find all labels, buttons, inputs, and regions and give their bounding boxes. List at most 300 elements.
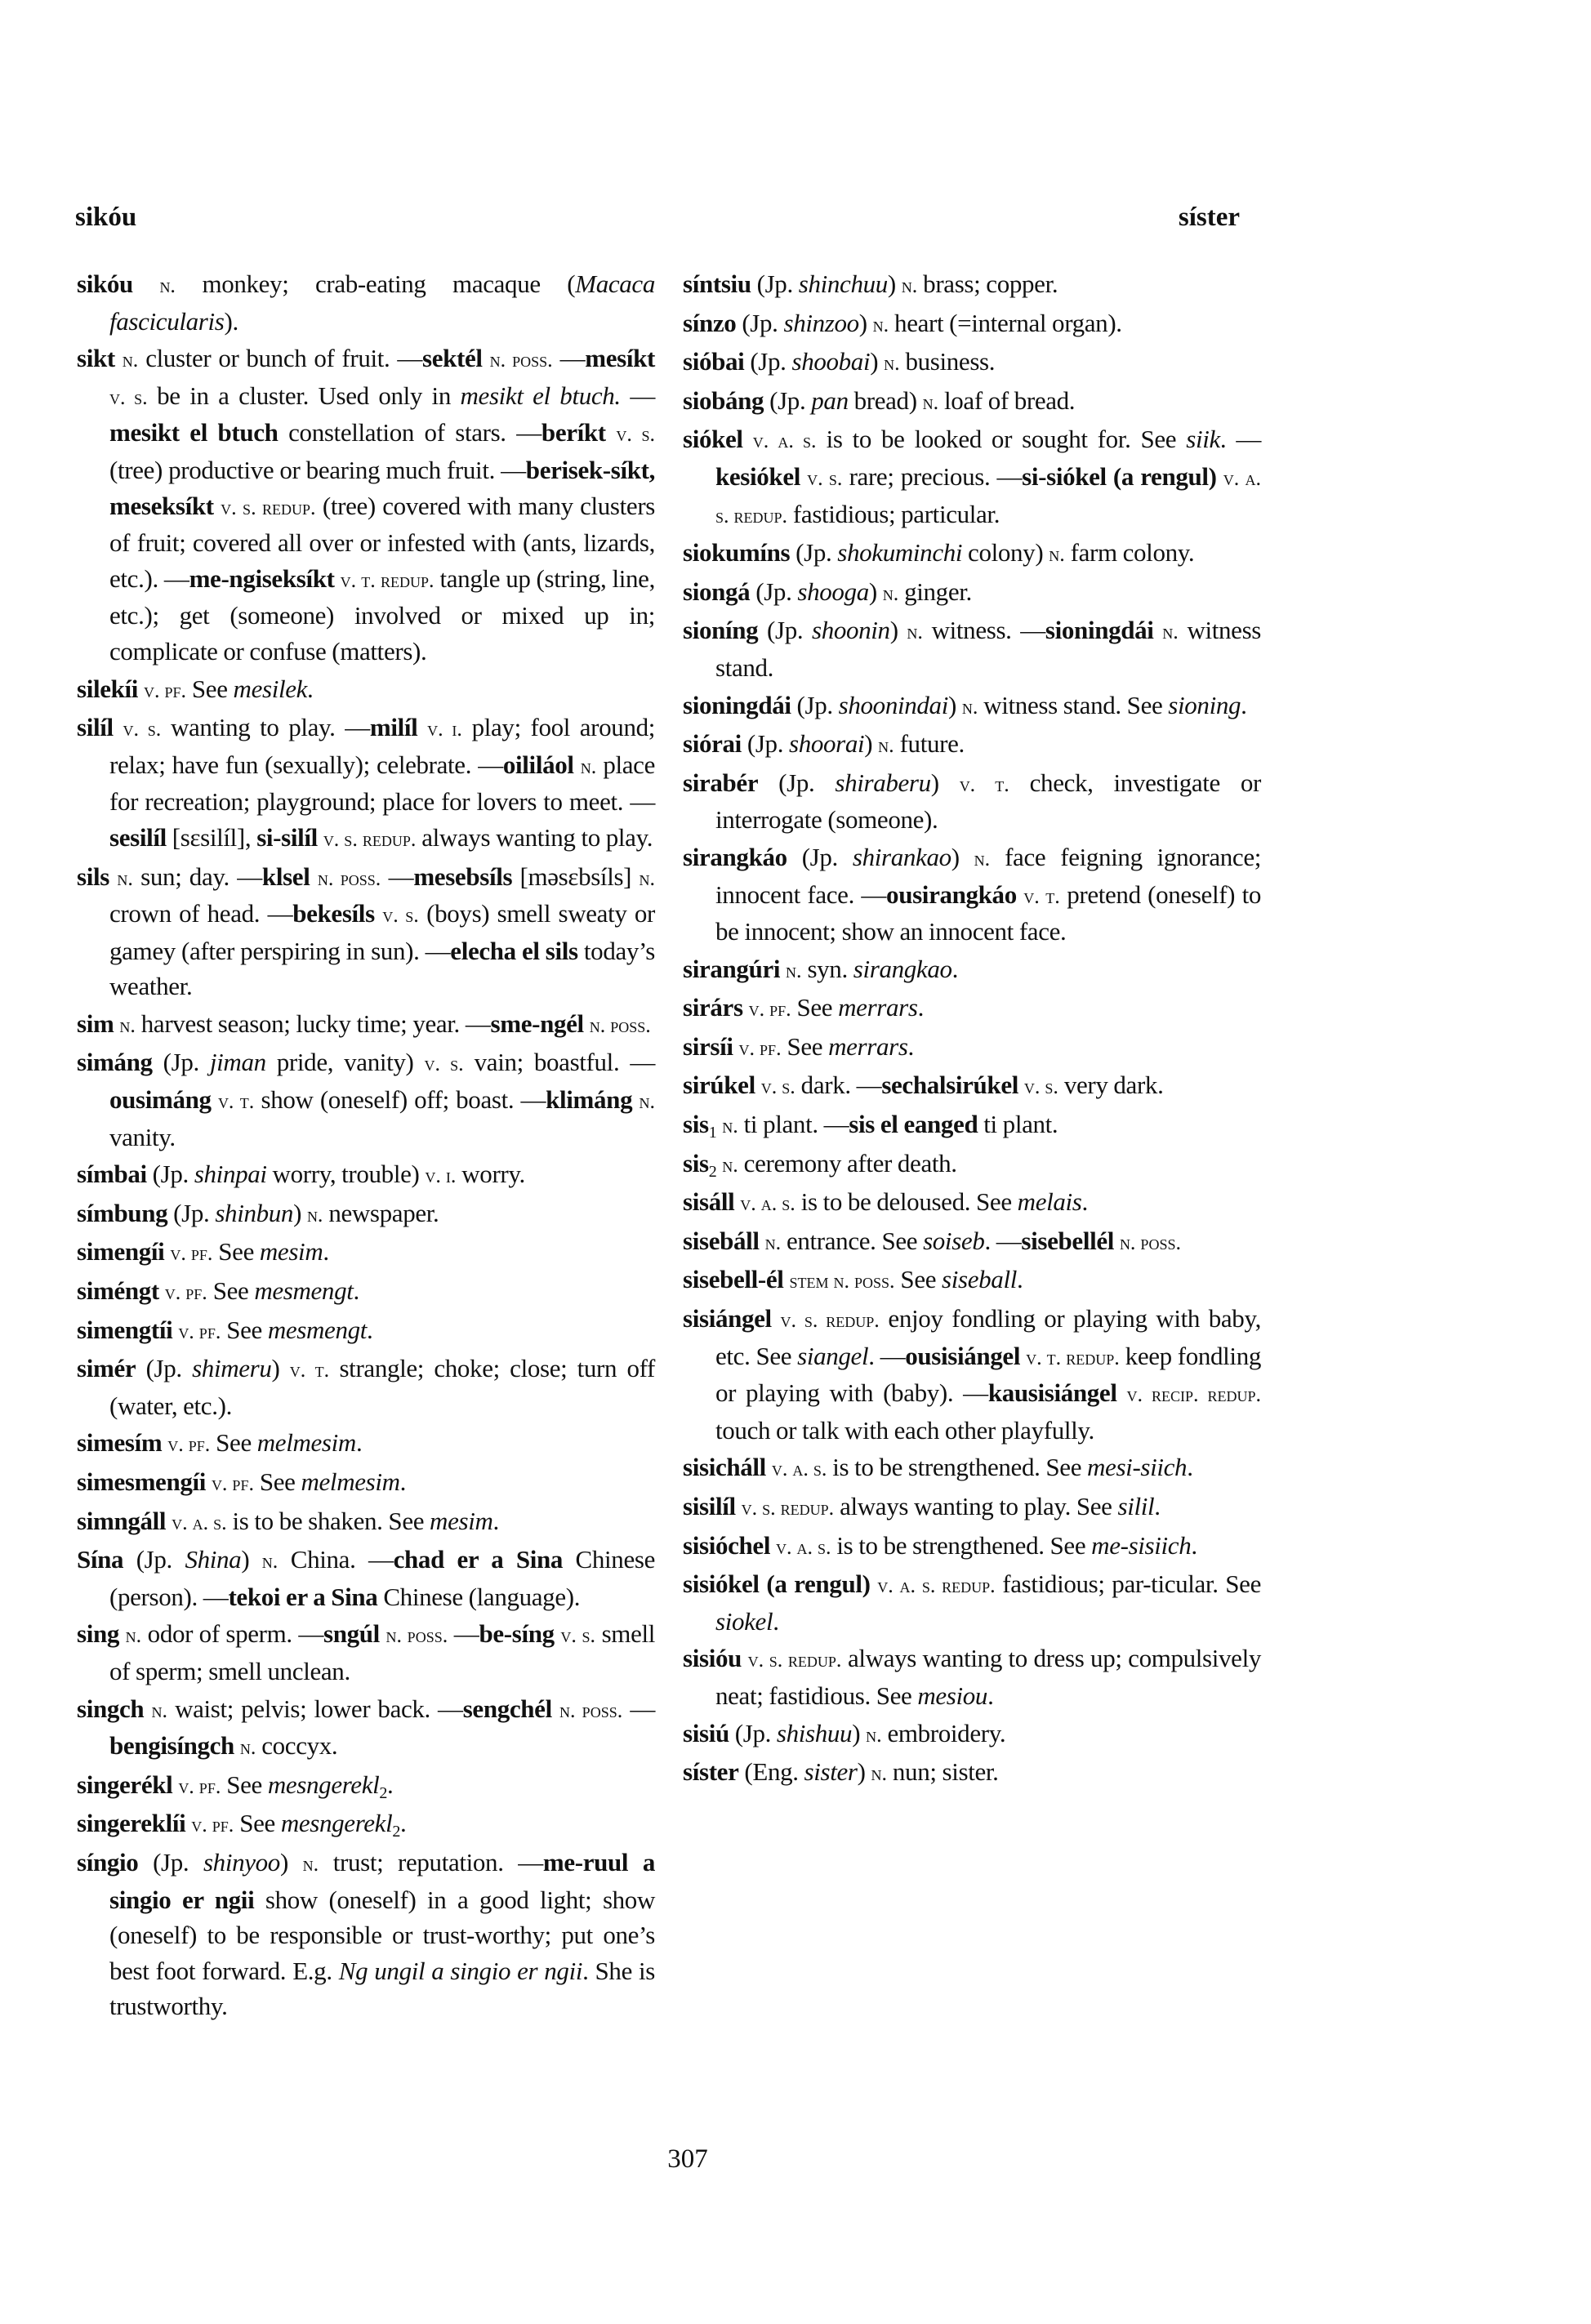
headword: singch xyxy=(77,1694,145,1723)
cross-reference: shimeru xyxy=(192,1354,272,1383)
definition-text: . She is trustworthy. xyxy=(109,1956,655,2021)
definition-text: loaf of bread. xyxy=(938,385,1076,415)
definition-text: waist; pelvis; lower back. — xyxy=(167,1694,463,1723)
dictionary-entry xyxy=(77,1616,655,1689)
part-of-speech: n. xyxy=(922,390,939,414)
definition-text: fastidious; par-ticular. See xyxy=(995,1569,1261,1599)
part-of-speech: v. a. s. redup. xyxy=(715,465,1262,528)
definition-text: ceremony after death. xyxy=(738,1148,957,1178)
part-of-speech: n. xyxy=(722,1152,738,1177)
cross-reference: merrars xyxy=(838,993,918,1022)
definition-text: See xyxy=(221,1315,268,1344)
dictionary-entry xyxy=(683,1528,1261,1565)
definition-text: ) xyxy=(864,729,879,759)
definition-text: show (oneself) in a good light; show (oneself) to be responsible or trust-worthy; put one’s best foot forward. E.g. xyxy=(109,1885,655,1985)
subentry-headword: ousirangkáo xyxy=(886,879,1017,909)
dictionary-entry xyxy=(77,341,655,669)
headword: siokumíns xyxy=(683,538,791,568)
definition-text: worry, trouble) xyxy=(266,1160,426,1189)
definition-text xyxy=(483,344,490,372)
headword: singerékl xyxy=(77,1770,173,1799)
definition-text: touch or talk with each other playfully. xyxy=(715,1415,1094,1445)
headword: sisilíl xyxy=(683,1492,736,1520)
definition-text xyxy=(375,899,382,928)
definition-text: (Jp. xyxy=(167,1198,216,1227)
dictionary-entry xyxy=(683,612,1261,685)
dictionary-entry xyxy=(683,688,1261,725)
definition-text: worry. xyxy=(456,1160,525,1189)
definition-text: (Jp. xyxy=(138,1847,203,1877)
definition-text: . xyxy=(1154,1492,1161,1520)
definition-text: harvest season; lucky time; year. — xyxy=(135,1008,491,1038)
part-of-speech: v. pf. xyxy=(738,1035,782,1060)
definition-text xyxy=(755,1071,761,1099)
part-of-speech: n. poss. xyxy=(589,1013,651,1037)
headword: síngio xyxy=(77,1847,139,1877)
part-of-speech: v. pf. xyxy=(178,1774,221,1798)
definition-text: [məsɛbsíls] xyxy=(512,861,640,891)
part-of-speech: n. xyxy=(639,866,655,890)
definition-text xyxy=(733,1032,739,1061)
definition-text xyxy=(1117,1378,1127,1407)
definition-text: (Jp. xyxy=(736,308,784,337)
definition-text: is to be shaken. See xyxy=(226,1506,430,1535)
definition-text: — xyxy=(552,344,586,373)
part-of-speech: v. s. xyxy=(382,903,419,928)
headword: sikt xyxy=(77,344,115,373)
definition-text: . xyxy=(492,1506,499,1535)
running-head-left: sikóu xyxy=(75,203,137,232)
headword: sirangúri xyxy=(683,954,781,983)
definition-text: [sɛsilíl], xyxy=(166,822,257,852)
headword: sisiókel (a rengul) xyxy=(683,1569,871,1599)
definition-text: . xyxy=(367,1315,373,1344)
definition-text: place for recreation; playground; place for lovers to meet. — xyxy=(109,750,655,817)
definition-text xyxy=(800,462,807,491)
definition-text: fastidious; particular. xyxy=(787,499,1001,528)
headword: sínzo xyxy=(683,308,737,337)
subentry-headword: sngúl xyxy=(323,1619,380,1649)
definition-text: (tree) productive or bearing much fruit. — xyxy=(109,455,526,484)
definition-text: (Jp. xyxy=(136,1354,193,1383)
definition-text xyxy=(1114,1227,1120,1255)
cross-reference: Shina xyxy=(185,1545,242,1574)
dictionary-entry xyxy=(683,765,1261,838)
definition-text: . xyxy=(987,1681,994,1710)
definition-text xyxy=(212,1085,218,1114)
subentry-headword: me-ruul a singio er ngii xyxy=(109,1847,655,1914)
definition-text: ) xyxy=(857,1757,871,1787)
headword: simáng xyxy=(77,1048,153,1077)
cross-reference: melmesim xyxy=(301,1467,400,1496)
definition-text xyxy=(133,269,160,298)
definition-text: business. xyxy=(899,347,996,376)
definition-text xyxy=(736,1492,742,1520)
dictionary-entry xyxy=(77,1156,655,1194)
part-of-speech: v. s. xyxy=(424,1052,464,1076)
part-of-speech: v. pf. xyxy=(748,997,791,1022)
right-column xyxy=(683,266,1261,1792)
cross-reference: pan xyxy=(811,385,849,415)
cross-reference: shoonin xyxy=(811,616,890,645)
part-of-speech: n. xyxy=(722,1114,738,1138)
cross-reference: mesikt el btuch. xyxy=(460,381,621,410)
dictionary-entry xyxy=(683,266,1261,304)
definition-text xyxy=(119,1619,126,1648)
definition-text: See xyxy=(234,1809,281,1838)
definition-text: (Jp. xyxy=(764,385,812,415)
part-of-speech: v. pf. xyxy=(164,1280,207,1305)
part-of-speech: v. a. s. xyxy=(740,1191,796,1216)
definition-text: See xyxy=(781,1031,829,1061)
definition-text: See xyxy=(894,1265,943,1294)
part-of-speech: n. xyxy=(122,348,139,372)
definition-text xyxy=(310,862,317,891)
part-of-speech: v. s. redup. xyxy=(747,1648,842,1672)
cross-reference: mesilek xyxy=(233,674,308,703)
part-of-speech: n. xyxy=(306,1202,323,1227)
definition-text xyxy=(159,1276,165,1305)
subentry-headword: ousimáng xyxy=(109,1085,212,1115)
definition-text xyxy=(234,1731,240,1760)
part-of-speech: v. a. s. xyxy=(771,1457,827,1481)
definition-text: ) xyxy=(889,616,907,645)
dictionary-entry xyxy=(683,421,1261,533)
definition-text xyxy=(138,674,144,703)
cross-reference: shishuu xyxy=(776,1718,853,1747)
definition-text xyxy=(770,1531,776,1560)
definition-text: ti plant. xyxy=(978,1110,1058,1139)
part-of-speech: n. xyxy=(974,846,991,870)
subentry-headword: beríkt xyxy=(541,418,606,447)
definition-text: . xyxy=(307,674,314,703)
headword: siobáng xyxy=(683,385,764,415)
definition-text: keep fondling or playing with (baby). — xyxy=(715,1341,1261,1408)
subentry-headword: sesilíl xyxy=(109,822,167,852)
definition-text: ). xyxy=(224,306,238,336)
homograph-number: 1 xyxy=(708,1124,717,1142)
cross-reference: me-sisiich xyxy=(1091,1530,1192,1560)
definition-text: (Eng. xyxy=(738,1757,804,1787)
definition-text: ) xyxy=(868,577,883,606)
subentry-headword: si-silíl xyxy=(256,822,318,852)
definition-text: always wanting to play. xyxy=(416,822,653,852)
cross-reference: siseball xyxy=(942,1265,1017,1294)
definition-text: strangle; choke; close; turn off (water, etc.). xyxy=(109,1354,656,1420)
definition-text: always wanting to dress up; compulsively neat; fastidious. See xyxy=(715,1644,1262,1710)
definition-text xyxy=(417,713,427,741)
dictionary-entry xyxy=(683,1301,1261,1448)
definition-text: today’s weather. xyxy=(109,936,655,1001)
definition-text: . xyxy=(387,1770,394,1799)
definition-text: colony) xyxy=(962,538,1050,568)
headword: sisebell-él xyxy=(683,1265,784,1294)
definition-text: . xyxy=(355,1428,363,1458)
definition-text: tangle up (string, line, etc.); get (someone) involved or mixed up in; complicate or confuse (matters). xyxy=(109,563,655,666)
dictionary-entry xyxy=(683,1106,1261,1144)
left-column xyxy=(77,266,655,2024)
definition-text: heart (=internal organ). xyxy=(889,308,1122,337)
part-of-speech: n. xyxy=(159,274,176,297)
definition-text: is to be strengthened. See xyxy=(827,1453,1088,1482)
definition-text xyxy=(584,1009,590,1038)
part-of-speech: n. xyxy=(119,1013,136,1037)
definition-text xyxy=(606,418,617,447)
subentry-headword: me-ngiseksíkt xyxy=(189,563,335,593)
definition-text: entrance. See xyxy=(781,1226,924,1255)
dictionary-entry xyxy=(683,1716,1261,1753)
cross-reference: shinbun xyxy=(215,1198,294,1227)
definition-text: enjoy fondling or playing with baby, etc. See xyxy=(715,1304,1261,1370)
part-of-speech: n. xyxy=(125,1623,142,1648)
dictionary-entry xyxy=(683,1146,1261,1183)
definition-text: . xyxy=(917,993,924,1022)
definition-text: vanity. xyxy=(109,1122,176,1151)
cross-reference: shoorai xyxy=(789,729,865,759)
part-of-speech: n. xyxy=(871,1761,887,1786)
cross-reference: silil xyxy=(1117,1492,1155,1520)
part-of-speech: v. t. xyxy=(217,1089,255,1114)
definition-text: nun; sister. xyxy=(887,1757,999,1787)
definition-text: is to be strengthened. See xyxy=(831,1530,1092,1560)
dictionary-entry xyxy=(683,1223,1261,1261)
dictionary-entry xyxy=(77,1464,655,1502)
definition-text: See xyxy=(210,1428,257,1458)
headword: sioningdái xyxy=(683,690,791,719)
definition-text: pride, vanity) xyxy=(265,1048,425,1077)
definition-text: (Jp. xyxy=(744,347,792,376)
headword: simér xyxy=(77,1354,136,1383)
dictionary-entry xyxy=(683,1184,1261,1222)
definition-text: (Jp. xyxy=(123,1545,185,1574)
cross-reference: mesim xyxy=(430,1506,493,1535)
part-of-speech: v. i. xyxy=(425,1164,457,1188)
part-of-speech: v. recip. redup. xyxy=(1126,1382,1262,1407)
definition-text xyxy=(772,1304,781,1333)
subentry-headword: sisebellél xyxy=(1021,1226,1115,1255)
cross-reference: sister xyxy=(804,1757,858,1787)
cross-reference: siangel xyxy=(797,1341,869,1370)
cross-reference: shinchuu xyxy=(798,269,888,298)
definition-text: farm colony. xyxy=(1064,538,1195,568)
definition-text: ) xyxy=(858,308,873,337)
definition-text: ) xyxy=(930,768,960,797)
definition-text: . xyxy=(399,1467,407,1496)
headword: símbai xyxy=(77,1160,147,1189)
homograph-number: 2 xyxy=(708,1162,717,1181)
definition-text: (Jp. xyxy=(758,616,812,645)
definition-text xyxy=(574,750,581,779)
definition-text xyxy=(871,1569,878,1598)
part-of-speech: n. poss. xyxy=(489,348,553,372)
headword: sirsíi xyxy=(683,1031,733,1061)
definition-text: See xyxy=(253,1467,301,1496)
headword: sils xyxy=(77,861,109,891)
part-of-speech: n. poss. xyxy=(385,1623,448,1648)
headword: simesmengíi xyxy=(77,1467,207,1496)
subentry-headword: sektél xyxy=(422,344,483,373)
definition-text xyxy=(743,425,753,453)
cross-reference: shoonindai xyxy=(838,690,948,719)
cross-reference: siik xyxy=(1186,425,1220,454)
definition-text: pretend (oneself) to be innocent; show an innocent face. xyxy=(715,879,1261,946)
subentry-headword: klimáng xyxy=(546,1085,633,1115)
subentry-headword: elecha el sils xyxy=(450,936,578,965)
headword: siméngt xyxy=(77,1276,159,1306)
definition-text: face feigning ignorance; innocent face. — xyxy=(715,842,1261,909)
definition-text: . — xyxy=(1219,425,1261,454)
cross-reference: melais xyxy=(1017,1187,1082,1217)
part-of-speech: n. xyxy=(261,1549,279,1574)
headword: silíl xyxy=(77,713,114,742)
dictionary-entry xyxy=(683,1029,1261,1066)
definition-text: odor of sperm. — xyxy=(141,1619,324,1649)
part-of-speech: n. xyxy=(302,1851,319,1876)
definition-text: ) xyxy=(870,347,885,376)
part-of-speech: v. t. redup. xyxy=(340,568,435,592)
definition-text xyxy=(743,993,749,1022)
definition-text xyxy=(380,1619,386,1648)
definition-text: (boys) smell sweaty or gamey (after perspiring in sun). — xyxy=(109,899,656,965)
cross-reference: mesngerekl xyxy=(280,1809,393,1838)
definition-text xyxy=(766,1453,772,1481)
subentry-headword: oililáol xyxy=(502,750,574,779)
subentry-headword: ousisiángel xyxy=(905,1341,1021,1370)
part-of-speech: n. poss. xyxy=(317,866,381,890)
definition-text xyxy=(1018,1071,1024,1099)
part-of-speech: n. poss. xyxy=(559,1698,623,1722)
cross-reference: shoobai xyxy=(791,347,871,376)
cross-reference: mesim xyxy=(259,1237,323,1267)
part-of-speech: v. s. xyxy=(807,465,843,490)
definition-text: — xyxy=(381,861,414,891)
part-of-speech: v. s. xyxy=(109,385,148,409)
subentry-headword: kausisiángel xyxy=(987,1378,1117,1408)
definition-text xyxy=(760,1227,765,1255)
subentry-headword: sioningdái xyxy=(1045,616,1154,645)
definition-text: ginger. xyxy=(898,577,972,606)
dictionary-entry xyxy=(77,710,655,857)
dictionary-entry xyxy=(683,344,1261,381)
dictionary-entry xyxy=(683,1489,1261,1526)
part-of-speech: n. xyxy=(866,1722,882,1747)
definition-text: always wanting to play. See xyxy=(834,1492,1118,1520)
part-of-speech: v. s. redup. xyxy=(741,1496,835,1520)
definition-text: (Jp. xyxy=(751,269,799,298)
part-of-speech: v. pf. xyxy=(167,1432,211,1457)
definition-text: . xyxy=(951,954,959,983)
part-of-speech: n. xyxy=(872,312,889,336)
definition-text: . — xyxy=(868,1341,906,1370)
definition-text: . xyxy=(353,1276,359,1306)
cross-reference: shokuminchi xyxy=(837,538,963,568)
definition-text: be in a cluster. Used only in xyxy=(147,381,461,410)
cross-reference: shirankao xyxy=(852,842,951,871)
definition-text: See xyxy=(791,993,839,1022)
dictionary-entry xyxy=(77,1234,655,1271)
part-of-speech: n. xyxy=(907,620,923,644)
part-of-speech: v. pf. xyxy=(191,1813,234,1837)
headword: simesím xyxy=(77,1428,163,1458)
dictionary-entry xyxy=(683,535,1261,572)
cross-reference: mesngerekl xyxy=(267,1770,380,1799)
part-of-speech: n. xyxy=(151,1698,167,1722)
dictionary-entry xyxy=(77,1767,655,1805)
headword: sioníng xyxy=(683,616,759,645)
headword: síntsiu xyxy=(683,269,751,298)
definition-text xyxy=(1217,462,1223,491)
definition-text xyxy=(742,1644,748,1672)
definition-text: witness stand. See xyxy=(978,690,1169,719)
definition-text: ) xyxy=(241,1545,262,1574)
definition-text: wanting to play. — xyxy=(161,713,370,742)
definition-text: monkey; crab-eating macaque ( xyxy=(175,269,576,298)
part-of-speech: v. t. xyxy=(1023,884,1060,908)
part-of-speech: n. xyxy=(764,1230,782,1254)
homograph-number: 2 xyxy=(392,1823,400,1841)
part-of-speech: v. a. s. xyxy=(172,1510,227,1534)
part-of-speech: v. t. xyxy=(289,1358,330,1382)
subentry-headword: si-siókel (a rengul) xyxy=(1022,461,1217,491)
dictionary-entry xyxy=(77,1312,655,1350)
definition-text: See xyxy=(212,1237,260,1267)
headword: sisióchel xyxy=(683,1530,771,1560)
definition-text: ) xyxy=(887,269,902,298)
part-of-speech: v. s. xyxy=(560,1623,596,1648)
headword: siórai xyxy=(683,729,742,759)
definition-text: . xyxy=(1081,1187,1088,1217)
definition-text xyxy=(115,344,123,372)
cross-reference: shinzoo xyxy=(783,308,859,337)
headword: singereklíi xyxy=(77,1809,186,1838)
definition-text: coccyx. xyxy=(256,1731,338,1761)
headword: simengíi xyxy=(77,1237,165,1267)
definition-text: (Jp. xyxy=(791,690,839,719)
subentry-headword: klsel xyxy=(261,861,310,891)
definition-text: rare; precious. — xyxy=(842,461,1023,491)
definition-text: future. xyxy=(894,729,965,759)
definition-text: is to be deloused. See xyxy=(795,1187,1018,1217)
dictionary-entry xyxy=(77,1542,655,1614)
part-of-speech: v. s. xyxy=(760,1075,796,1099)
headword: sisiú xyxy=(683,1718,729,1747)
headword: sióbai xyxy=(683,347,745,376)
definition-text: brass; copper. xyxy=(917,269,1058,298)
definition-text: — xyxy=(448,1619,479,1649)
cross-reference: soiseb xyxy=(923,1226,985,1255)
definition-text: Chinese (language). xyxy=(377,1582,581,1611)
definition-text: Chinese (person). — xyxy=(109,1545,655,1611)
cross-reference: shooga xyxy=(797,577,869,606)
part-of-speech: v. t. redup. xyxy=(1026,1345,1120,1369)
part-of-speech: v. s. xyxy=(616,422,655,447)
homograph-number: 2 xyxy=(379,1783,388,1802)
subentry-headword: sengchél xyxy=(462,1694,552,1723)
definition-text: ) xyxy=(271,1354,290,1383)
headword: sisióu xyxy=(683,1644,742,1673)
part-of-speech: n. xyxy=(786,958,802,982)
subentry-headword: tekoi er a Sina xyxy=(228,1582,378,1611)
part-of-speech: v. pf. xyxy=(178,1319,221,1343)
definition-text: — xyxy=(622,1694,655,1723)
definition-text xyxy=(1154,616,1163,644)
subentry-headword: bengisíngch xyxy=(109,1731,234,1761)
headword: síster xyxy=(683,1757,739,1787)
subentry-headword: mesikt el btuch xyxy=(109,418,279,447)
dictionary-entry xyxy=(683,1566,1261,1639)
definition-text: sun; day. — xyxy=(132,861,262,891)
part-of-speech: v. s. xyxy=(123,717,162,741)
